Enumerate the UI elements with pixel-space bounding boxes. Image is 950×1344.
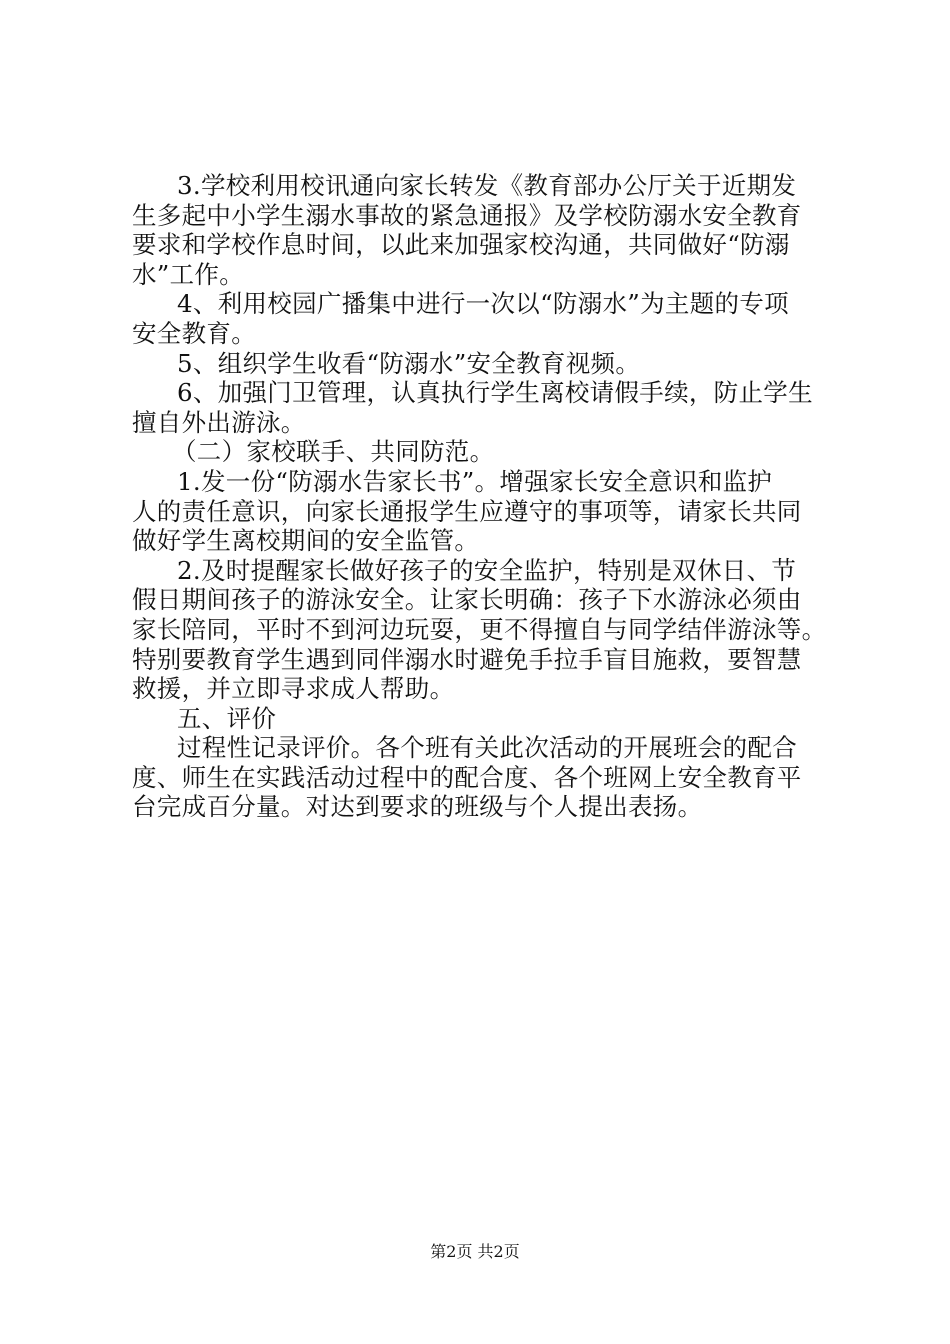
item-1-line-2: 人的责任意识，向家长通报学生应遵守的事项等，请家长共同 bbox=[132, 496, 802, 526]
evaluation-line-3: 台完成百分量。对达到要求的班级与个人提出表扬。 bbox=[132, 792, 703, 822]
page-number-footer: 第2页 共2页 bbox=[430, 1242, 520, 1261]
item-2-line-5: 救援，并立即寻求成人帮助。 bbox=[132, 674, 455, 704]
paragraph-6-line-2: 擅自外出游泳。 bbox=[132, 407, 306, 437]
paragraph-3-line-2: 生多起中小学生溺水事故的紧急通报》及学校防溺水安全教育 bbox=[132, 200, 802, 230]
section-heading-evaluation: 五、评价 bbox=[177, 703, 277, 733]
item-2-line-4: 特别要教育学生遇到同伴溺水时避免手拉手盲目施救，要智慧 bbox=[132, 644, 802, 674]
paragraph-3-line-4: 水”工作。 bbox=[132, 259, 245, 289]
item-1-line-1: 1.发一份“防溺水告家长书”。增强家长安全意识和监护 bbox=[177, 466, 773, 496]
paragraph-4-line-2: 安全教育。 bbox=[132, 318, 256, 348]
paragraph-3-line-3: 要求和学校作息时间，以此来加强家校沟通，共同做好“防溺 bbox=[132, 230, 790, 260]
item-2-line-3: 家长陪同，平时不到河边玩耍，更不得擅自与同学结伴游泳等。 bbox=[132, 614, 827, 644]
paragraph-4-line-1: 4、利用校园广播集中进行一次以“防溺水”为主题的专项 bbox=[177, 289, 789, 319]
paragraph-5-line-1: 5、组织学生收看“防溺水”安全教育视频。 bbox=[177, 348, 641, 378]
paragraph-6-line-1: 6、加强门卫管理，认真执行学生离校请假手续，防止学生 bbox=[177, 378, 813, 408]
evaluation-line-2: 度、师生在实践活动过程中的配合度、各个班网上安全教育平 bbox=[132, 762, 802, 792]
section-heading-home-school: （二）家校联手、共同防范。 bbox=[172, 437, 495, 467]
evaluation-line-1: 过程性记录评价。各个班有关此次活动的开展班会的配合 bbox=[177, 733, 797, 763]
item-1-line-3: 做好学生离校期间的安全监管。 bbox=[132, 526, 480, 556]
item-2-line-1: 2.及时提醒家长做好孩子的安全监护，特别是双休日、节 bbox=[177, 555, 797, 585]
item-2-line-2: 假日期间孩子的游泳安全。让家长明确：孩子下水游泳必须由 bbox=[132, 585, 802, 615]
document-body bbox=[132, 171, 832, 822]
paragraph-3-line-1: 3.学校利用校讯通向家长转发《教育部办公厅关于近期发 bbox=[177, 171, 797, 200]
